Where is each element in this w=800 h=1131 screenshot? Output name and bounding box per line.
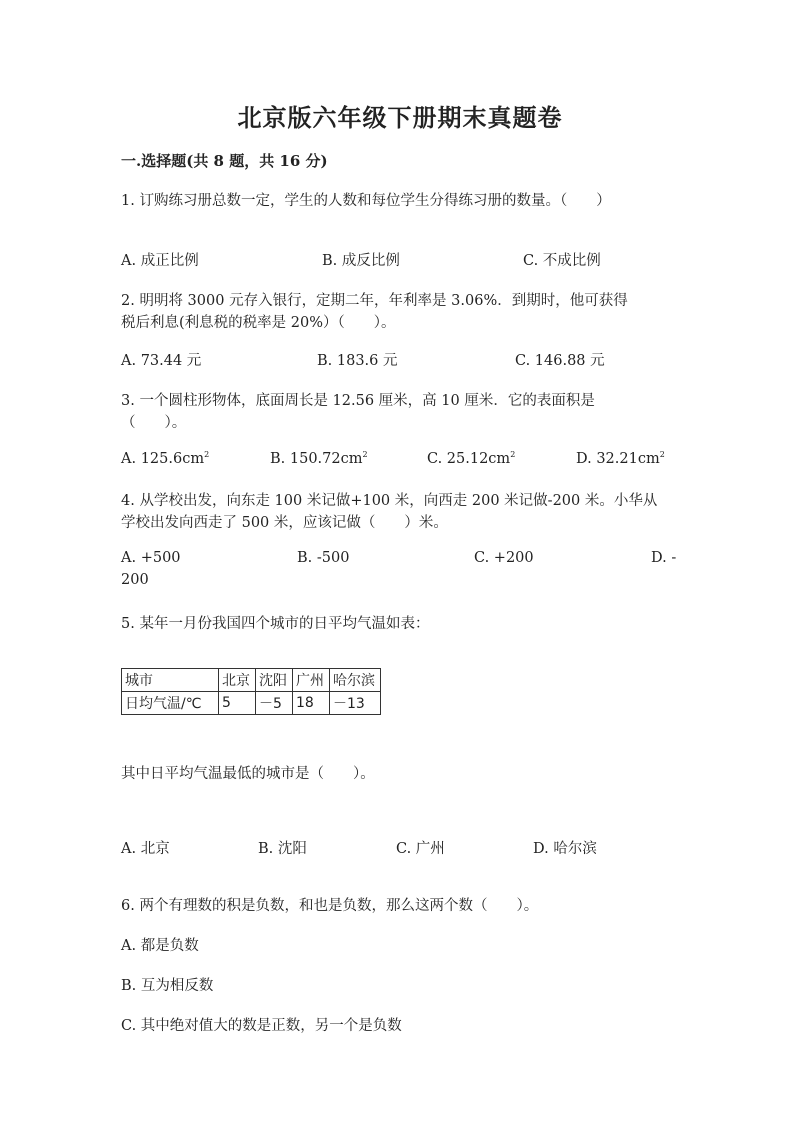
- table-cell: 18: [293, 692, 330, 715]
- table-cell: 沈阳: [256, 669, 293, 692]
- question-4-line1: 4. 从学校出发，向东走 100 米记做+100 米，向西走 200 米记做-200 米。小华从: [121, 493, 658, 509]
- q3-option-d[interactable]: [576, 450, 665, 467]
- q5-option-a[interactable]: A. 北京: [121, 841, 170, 857]
- temperature-table: [121, 668, 381, 715]
- q5-option-b[interactable]: B. 沈阳: [258, 841, 307, 857]
- q4-option-d-wrap: 200: [121, 572, 149, 588]
- question-3-line2: （ ）。: [121, 415, 187, 431]
- q5-option-d[interactable]: D. 哈尔滨: [533, 841, 597, 857]
- q1-option-a[interactable]: A. 成正比例: [121, 253, 199, 269]
- question-2-line2: 税后利息(利息税的税率是 20%）（ ）。: [121, 315, 396, 331]
- table-header-row: [122, 669, 381, 692]
- q3-option-b-label: B. 150.72cm: [270, 450, 363, 467]
- q4-option-b[interactable]: B. -500: [297, 550, 350, 566]
- q1-option-b[interactable]: B. 成反比例: [322, 253, 400, 269]
- question-6-text: 6. 两个有理数的积是负数，和也是负数，那么这两个数（ ）。: [121, 898, 539, 914]
- q4-option-c[interactable]: C. +200: [474, 550, 534, 566]
- q6-option-b[interactable]: B. 互为相反数: [121, 978, 214, 994]
- question-3-line1: 3. 一个圆柱形物体，底面周长是 12.56 厘米，高 10 厘米．它的表面积是: [121, 393, 595, 409]
- q1-option-c[interactable]: C. 不成比例: [523, 253, 601, 269]
- q3-option-c[interactable]: [427, 450, 515, 467]
- table-cell: 日均气温/℃: [122, 692, 219, 715]
- table-cell: 广州: [293, 669, 330, 692]
- q2-option-c[interactable]: C. 146.88 元: [515, 353, 605, 369]
- q3-option-a[interactable]: [121, 450, 209, 467]
- squared-superscript: 2: [659, 450, 665, 459]
- q4-option-d[interactable]: D. -: [651, 550, 677, 566]
- q6-option-a[interactable]: A. 都是负数: [121, 938, 199, 954]
- table-cell: 哈尔滨: [330, 669, 381, 692]
- question-5-text: 5. 某年一月份我国四个城市的日平均气温如表：: [121, 616, 430, 632]
- table-cell: －13: [330, 692, 381, 715]
- q3-option-d-label: D. 32.21cm: [576, 450, 660, 467]
- table-cell: －5: [256, 692, 293, 715]
- table-cell: 北京: [219, 669, 256, 692]
- q2-option-a[interactable]: A. 73.44 元: [121, 353, 202, 369]
- q3-option-a-label: A. 125.6cm: [121, 450, 205, 467]
- table-row: [122, 692, 381, 715]
- table-cell: 城市: [122, 669, 219, 692]
- q6-option-c[interactable]: C. 其中绝对值大的数是正数，另一个是负数: [121, 1018, 402, 1034]
- table-cell: 5: [219, 692, 256, 715]
- q4-option-a[interactable]: A. +500: [121, 550, 181, 566]
- q5-option-c[interactable]: C. 广州: [396, 841, 445, 857]
- q3-option-b[interactable]: [270, 450, 368, 467]
- question-2-line1: 2. 明明将 3000 元存入银行，定期二年，年利率是 3.06%．到期时，他可获得: [121, 293, 628, 309]
- question-1-text: 1. 订购练习册总数一定，学生的人数和每位学生分得练习册的数量。（ ）: [121, 193, 611, 209]
- question-4-line2: 学校出发向西走了 500 米，应该记做（ ）米。: [121, 515, 448, 531]
- section-heading: 一.选择题(共 8 题，共 16 分): [121, 152, 328, 170]
- q3-option-c-label: C. 25.12cm: [427, 450, 511, 467]
- question-5-prompt: 其中日平均气温最低的城市是（ ）。: [121, 766, 375, 782]
- q2-option-b[interactable]: B. 183.6 元: [317, 353, 398, 369]
- squared-superscript: 2: [362, 450, 368, 459]
- squared-superscript: 2: [204, 450, 210, 459]
- page-title: 北京版六年级下册期末真题卷: [237, 103, 563, 132]
- squared-superscript: 2: [510, 450, 516, 459]
